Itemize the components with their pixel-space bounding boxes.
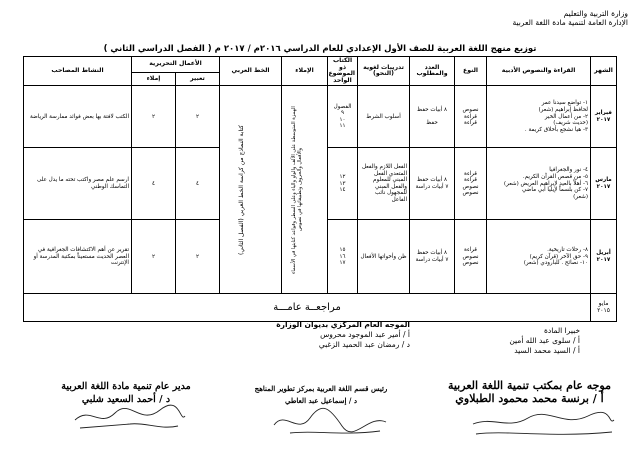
spelling-cell: ٢	[132, 86, 176, 148]
col-book: الكتاب ذو الموضوع الواحد	[328, 57, 358, 86]
handwritten-signature-right	[468, 404, 618, 444]
activity-cell: ارسم علم مصر واكتب تحته ما يدل على التماسك الوطني	[24, 148, 132, 220]
book-cell: ١٥ ١٦ ١٧	[328, 220, 358, 294]
handwritten-signature-left	[70, 398, 190, 438]
signature-mid-name: د / إسماعيل عبد العاطي	[285, 396, 357, 405]
central-advisor-block	[190, 320, 410, 350]
count-cell: ٨ أبيات حفظ ٧ أبيات دراسة	[410, 220, 455, 294]
expression-cell: ٤	[176, 148, 220, 220]
spelling-cell: ٢	[132, 220, 176, 294]
reading-cell: ٨- رحلات تاريخية. ٩- حق الآخر (قرآن كريم) ١٠- نصائح . للبارودي (شعر)	[487, 220, 591, 294]
expert-name: أ / سلوى عبد الله أمين	[509, 336, 580, 345]
calligraphy-cell: كتابة النماذج من كراسة الخط العربي (الفصل الثاني)	[220, 86, 282, 294]
experts-title: خبيرا المادة	[543, 326, 580, 335]
signature-right	[427, 379, 632, 405]
central-advisor-title: الموجه العام المركزي بديوان الوزارة	[276, 320, 410, 329]
review-label: مراجعــة عامـــة	[24, 294, 591, 322]
activity-cell: الكتب لافتة بها بعض فوائد ممارسة الرياضة	[24, 86, 132, 148]
advisor-name: أ / أمير عبد الموجود محروس	[320, 330, 410, 339]
month-cell: مارس ٢٠١٧	[591, 148, 617, 220]
signature-right-name: أ / برنسة محمد محمود الطبلاوي	[455, 392, 604, 405]
signature-left-title: مدير عام تنمية مادة اللغة العربية	[61, 381, 191, 392]
count-cell: ٨ أبيات حفظ ٧ أبيات دراسة	[410, 148, 455, 220]
col-dictation: الإملاء	[282, 57, 328, 86]
exercises-cell: أسلوب الشرط	[358, 86, 410, 148]
col-calligraphy: الخط العربي	[220, 57, 282, 86]
advisor-name: د / رمضان عبد الحميد الزغبي	[318, 340, 410, 349]
reading-cell: ١- تواضع سيدنا عمر لحافظ إبراهيم (شعر) ٢- من أعمال الخير (حديث شريف) ٣- هيا نشجع بأخلاق كريمة .	[487, 86, 591, 148]
exercises-cell: ظن وأخواتها الأفعال	[358, 220, 410, 294]
experts-block	[380, 326, 580, 356]
type-cell: نصوص قراءة قراءة	[455, 86, 487, 148]
signature-mid-title: رئيس قسم اللغة العربية بمركز تطوير المناهج	[254, 384, 388, 393]
review-month: مايو ٢٠١٥	[591, 294, 617, 322]
expert-name: أ / السيد محمد السيد	[514, 346, 580, 355]
exercises-cell: الفعل اللازم والفعل المتعدي الفعل المبني للمعلوم والفعل المبني للمجهول نائب الفاعل	[358, 148, 410, 220]
col-activity: النشاط المصاحب	[24, 57, 132, 86]
book-cell: ١٢ ١٣ ١٤	[328, 148, 358, 220]
document-title: توزيع منهج اللغة العربية للصف الأول الإعدادي للعام الدراسي ٢٠١٦م / ٢٠١٧ م ( الفصل الدراسي الثاني )	[103, 44, 537, 54]
col-writing-group: الأعمال التحريرية	[132, 57, 220, 73]
signature-left-name: د / أحمد السعيد شلبي	[81, 394, 171, 405]
month-cell: فبراير ٢٠١٧	[591, 86, 617, 148]
book-cell: الفصول ٩ ١٠ ١١	[328, 86, 358, 148]
ministry-name: وزارة التربية والتعليم	[563, 9, 628, 18]
col-month: الشهر	[591, 57, 617, 86]
type-cell: قراءة نصوص نصوص	[455, 220, 487, 294]
table-row	[24, 86, 617, 148]
curriculum-table	[23, 56, 617, 322]
month-cell: أبريل ٢٠١٧	[591, 220, 617, 294]
spelling-cell: ٤	[132, 148, 176, 220]
review-row	[24, 294, 617, 322]
reading-cell: ٤- نور والجغرافيا ٥- من قصص القرآن الكريم. ٦- أهلاً بالعيد لإبراهيم العريض (شعر) ٧- كن بلسماً لإيليا أبي ماضي (شعر)	[487, 148, 591, 220]
dictation-cell: الهمزة المتوسطة على الألف والواو والياء وعلى السطر وقواعد كتابتها في الأسماء والأفعال والحروف وتطبيقاتها في نصوص	[282, 86, 328, 294]
col-exercises: تدريبات لغوية (النحو)	[358, 57, 410, 86]
expression-cell: ٢	[176, 220, 220, 294]
type-cell: قراءة قراءة نصوص نصوص	[455, 148, 487, 220]
count-cell: ٨ أبيات حفظ حفظ	[410, 86, 455, 148]
col-spelling: إملاء	[132, 72, 176, 85]
expression-cell: ٢	[176, 86, 220, 148]
ministry-header	[512, 9, 628, 27]
activity-cell: تقرير عن أهم الاكتشافات الجغرافية في العصر الحديث مستعيناً بمكتبة المدرسة أو الإنترنت	[24, 220, 132, 294]
col-type: النوع	[455, 57, 487, 86]
signature-right-title: موجه عام بمكتب تنمية اللغة العربية	[447, 379, 612, 392]
handwritten-signature-mid	[270, 400, 390, 440]
col-reading: القراءة والنصوص الأدبية	[487, 57, 591, 86]
col-expression: تعبير	[176, 72, 220, 85]
department-name: الإدارة العامة لتنمية مادة اللغة العربية	[512, 18, 628, 27]
col-count: العدد والمطلوب	[410, 57, 455, 86]
